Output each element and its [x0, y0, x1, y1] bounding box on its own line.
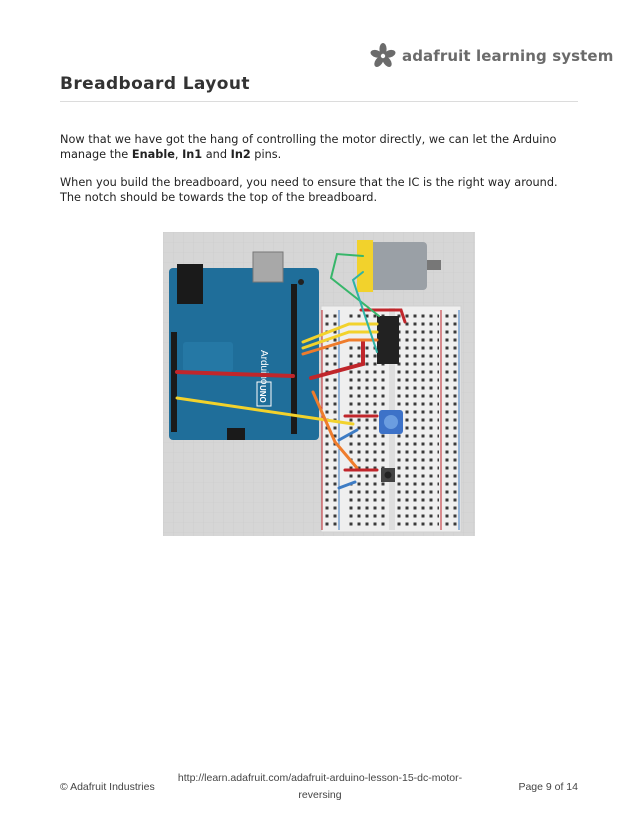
adafruit-flower-logo-icon: [370, 43, 396, 69]
arduino-label: Arduino: [258, 350, 269, 385]
potentiometer: [379, 410, 403, 434]
page-title: Breadboard Layout: [60, 74, 250, 94]
push-button: [381, 468, 395, 482]
term-enable: Enable: [131, 148, 175, 161]
footer-url[interactable]: http://learn.adafruit.com/adafruit-arduino-lesson-15-dc-motor- reversing: [177, 772, 463, 801]
paragraph-intro: Now that we have got the hang of controlling the motor directly, we can let the Arduino manage the Enable, In1 and In2 pins.: [60, 133, 557, 161]
arduino-model-label: UNO: [258, 385, 267, 403]
arduino-uno: [169, 252, 319, 440]
breadboard-layout-figure: [163, 232, 475, 536]
footer-copyright: © Adafruit Industries: [60, 781, 155, 793]
term-in1: In1: [182, 148, 203, 161]
l293d-ic: [377, 316, 399, 364]
brand-name: adafruit learning system: [402, 47, 614, 65]
breadboard-diagram: [163, 232, 475, 536]
title-divider: [60, 101, 578, 102]
brand-header: [370, 42, 613, 70]
term-in2: In2: [230, 148, 251, 161]
paragraph-ic-orientation: When you build the breadboard, you need to ensure that the IC is the right way around. The notch should be towards the top of the breadboard.: [60, 176, 558, 204]
footer-page-number: Page 9 of 14: [518, 781, 578, 793]
